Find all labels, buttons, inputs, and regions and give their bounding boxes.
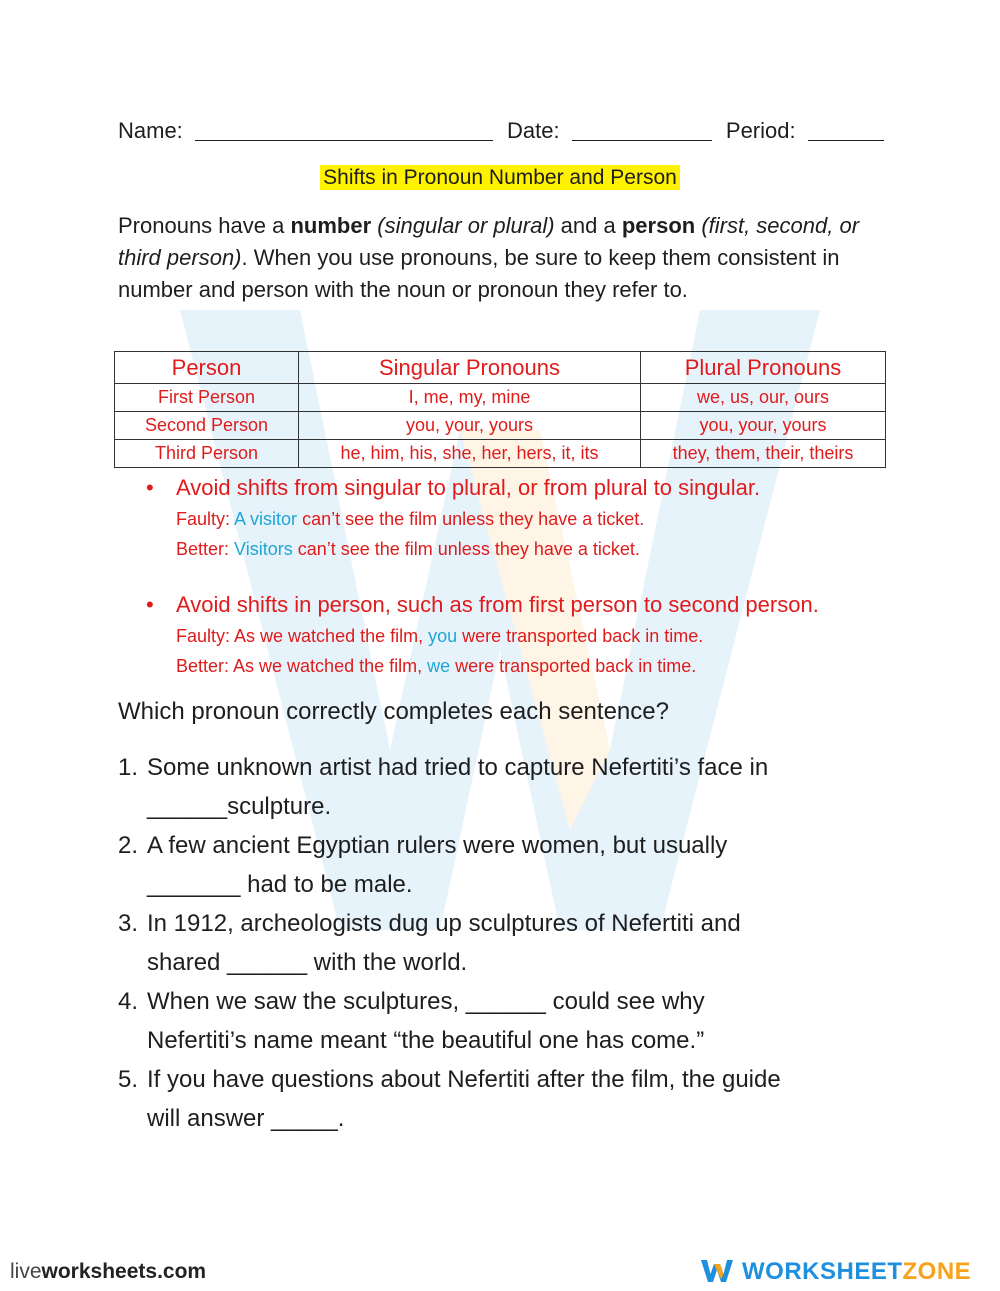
name-blank[interactable]	[195, 120, 493, 141]
worksheetzone-logo	[700, 1258, 971, 1286]
item-line: In 1912, archeologists dug up sculptures of Nefertiti and	[147, 910, 741, 937]
table-cell: I, me, my, mine	[299, 384, 641, 412]
table-cell: they, them, their, theirs	[641, 440, 886, 468]
table-header-row	[115, 352, 886, 384]
item-line: A few ancient Egyptian rulers were women, but usually	[147, 832, 728, 859]
brand-accent-text: ZONE	[902, 1258, 972, 1285]
question-list	[118, 748, 898, 1138]
list-item	[118, 748, 898, 826]
example-rest: can’t see the film unless they have a ticket.	[297, 509, 645, 529]
item-line: Some unknown artist had tried to capture Nefertiti’s face in	[147, 754, 769, 781]
example-highlight: you	[428, 626, 458, 646]
intro-text-3: . When you use pronouns, be sure to keep them consistent in number and person with the noun or pronoun they refer to.	[118, 245, 840, 302]
bullet-icon: •	[146, 475, 154, 500]
item-line: Nefertiti’s name meant “the beautiful one has come.”	[147, 1027, 705, 1054]
table-header-cell: Person	[115, 352, 299, 384]
item-line[interactable]: ______sculpture.	[147, 793, 332, 820]
intro-text-2: and a	[554, 213, 622, 238]
example-highlight: A visitor	[234, 509, 298, 529]
name-label: Name:	[118, 118, 183, 143]
logo-bold-text: worksheets.com	[41, 1260, 207, 1283]
liveworksheets-logo	[10, 1260, 206, 1284]
example-rest: were transported back in time.	[450, 656, 697, 676]
intro-italic-2: (first, second, or third person)	[118, 213, 860, 270]
example-highlight: Visitors	[234, 539, 293, 559]
date-blank[interactable]	[572, 120, 712, 141]
brand-main-text: WORKSHEET	[742, 1258, 903, 1285]
intro-bold-number: number	[290, 213, 372, 238]
item-line: If you have questions about Nefertiti after the film, the guide	[147, 1066, 781, 1093]
title-text: Shifts in Pronoun Number and Person	[320, 165, 680, 190]
intro-italic-1: (singular or plural)	[371, 213, 555, 238]
rule-text: Avoid shifts from singular to plural, or from plural to singular.	[176, 475, 761, 500]
intro-text-1: Pronouns have a	[118, 213, 291, 238]
table-cell: First Person	[115, 384, 299, 412]
faulty-example-2	[176, 626, 703, 647]
example-rest: can’t see the film unless they have a ticket.	[292, 539, 640, 559]
item-line[interactable]: When we saw the sculptures, ______ could see why	[147, 988, 705, 1015]
example-prefix: Faulty:	[176, 509, 235, 529]
example-rest: were transported back in time.	[457, 626, 704, 646]
student-info-line	[118, 118, 884, 144]
date-label: Date:	[507, 118, 560, 143]
table-cell: you, your, yours	[641, 412, 886, 440]
item-line[interactable]: _______ had to be male.	[147, 871, 413, 898]
pronoun-table	[114, 351, 886, 468]
rule-text: Avoid shifts in person, such as from first person to second person.	[176, 592, 819, 617]
item-number: 2.	[118, 832, 139, 859]
list-item	[118, 826, 898, 904]
list-item	[118, 904, 898, 982]
example-prefix: Better: As we watched the film,	[176, 656, 428, 676]
table-header-cell: Singular Pronouns	[299, 352, 641, 384]
intro-bold-person: person	[621, 213, 696, 238]
table-cell: Second Person	[115, 412, 299, 440]
period-label: Period:	[725, 118, 796, 143]
item-number: 5.	[118, 1066, 139, 1093]
logo-light-text: live	[10, 1260, 42, 1283]
item-line[interactable]: shared ______ with the world.	[147, 949, 468, 976]
example-prefix: Better:	[176, 539, 235, 559]
bullet-icon: •	[146, 592, 154, 617]
list-item	[118, 982, 898, 1060]
item-number: 3.	[118, 910, 139, 937]
intro-paragraph	[118, 210, 888, 306]
item-number: 4.	[118, 988, 139, 1015]
example-prefix: Faulty: As we watched the film,	[176, 626, 429, 646]
table-header-cell: Plural Pronouns	[641, 352, 886, 384]
list-item	[118, 1060, 898, 1138]
table-row	[115, 384, 886, 412]
item-line[interactable]: will answer _____.	[147, 1105, 345, 1132]
faulty-example-1	[176, 509, 644, 530]
better-example-1	[176, 539, 640, 560]
better-example-2	[176, 656, 696, 677]
period-blank[interactable]	[808, 120, 884, 141]
w-logo-icon	[700, 1258, 734, 1284]
page-title	[0, 166, 1000, 190]
table-cell: Third Person	[115, 440, 299, 468]
table-row	[115, 440, 886, 468]
item-number: 1.	[118, 754, 139, 781]
table-row	[115, 412, 886, 440]
table-cell: you, your, yours	[299, 412, 641, 440]
question-prompt: Which pronoun correctly completes each sentence?	[118, 698, 669, 725]
table-cell: we, us, our, ours	[641, 384, 886, 412]
table-cell: he, him, his, she, her, hers, it, its	[299, 440, 641, 468]
example-highlight: we	[427, 656, 451, 676]
